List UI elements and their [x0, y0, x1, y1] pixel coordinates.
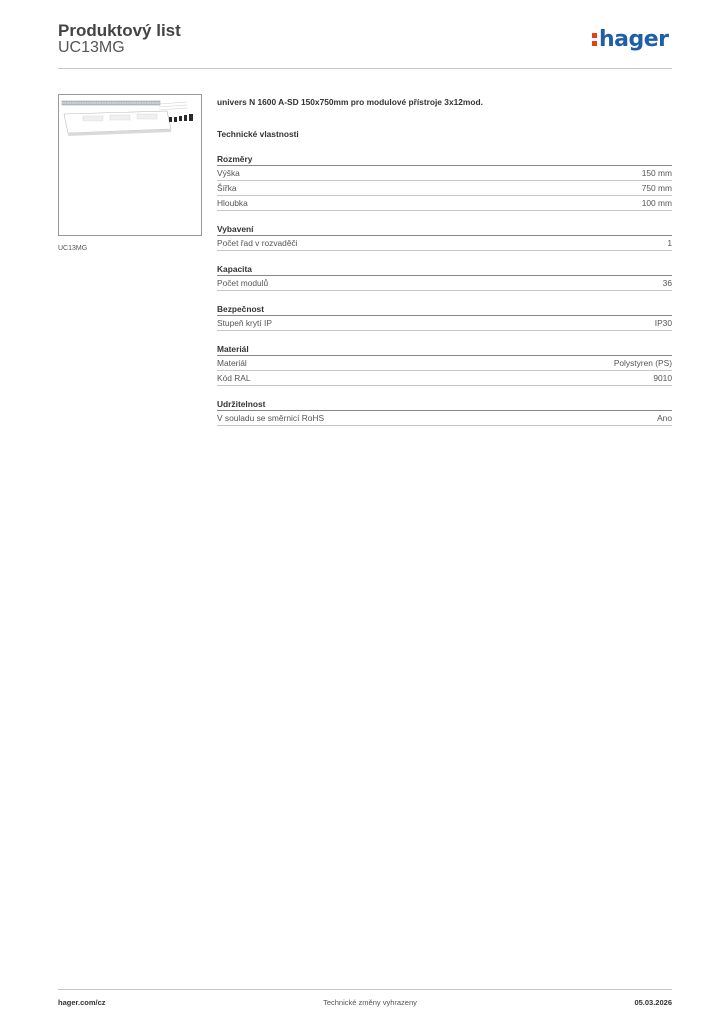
spec-section-title: Materiál — [217, 343, 672, 356]
spec-section — [217, 263, 672, 291]
spec-sections — [217, 153, 672, 426]
spec-section-title: Bezpečnost — [217, 303, 672, 316]
spec-section-title: Kapacita — [217, 263, 672, 276]
footer-date: 05.03.2026 — [634, 998, 672, 1007]
brand-logo — [592, 27, 669, 52]
spec-section — [217, 398, 672, 426]
spec-section-title: Rozměry — [217, 153, 672, 166]
product-image-frame — [58, 94, 202, 236]
brand-name: hager — [599, 27, 669, 52]
spec-value: Polystyren (PS) — [613, 358, 672, 368]
spec-value: 100 mm — [641, 198, 672, 208]
spec-label: Počet řad v rozvaděči — [217, 238, 298, 248]
spec-section — [217, 223, 672, 251]
spec-value: 150 mm — [641, 168, 672, 178]
footer-divider — [58, 989, 672, 990]
spec-value: 750 mm — [641, 183, 672, 193]
spec-label: Hloubka — [217, 198, 248, 208]
spec-label: Výška — [217, 168, 240, 178]
spec-section — [217, 303, 672, 331]
spec-label: Šířka — [217, 183, 237, 193]
product-description: univers N 1600 A-SD 150x750mm pro modulové přístroje 3x12mod. — [217, 97, 483, 107]
spec-label: Materiál — [217, 358, 247, 368]
spec-section — [217, 343, 672, 386]
spec-label: Počet modulů — [217, 278, 269, 288]
spec-value: 1 — [667, 238, 672, 248]
spec-section-title: Vybavení — [217, 223, 672, 236]
spec-row — [217, 411, 672, 426]
technical-heading: Technické vlastnosti — [217, 129, 299, 139]
spec-row — [217, 181, 672, 196]
logo-mark-icon — [592, 31, 598, 47]
spec-row — [217, 276, 672, 291]
spec-row — [217, 196, 672, 211]
spec-row — [217, 356, 672, 371]
image-caption: UC13MG — [58, 245, 88, 252]
spec-section-title: Udržitelnost — [217, 398, 672, 411]
spec-row — [217, 371, 672, 386]
spec-value: 36 — [662, 278, 672, 288]
spec-label: Kód RAL — [217, 373, 251, 383]
spec-row — [217, 316, 672, 331]
spec-section — [217, 153, 672, 211]
spec-value: 9010 — [653, 373, 672, 383]
page-title: Produktový list — [58, 21, 181, 40]
spec-label: V souladu se směrnicí RoHS — [217, 413, 325, 423]
header-divider — [58, 68, 672, 69]
spec-value: Ano — [657, 413, 672, 423]
spec-label: Stupeň krytí IP — [217, 318, 272, 328]
spec-row — [217, 166, 672, 181]
product-details — [217, 97, 672, 426]
footer-note: Technické změny vyhrazeny — [323, 998, 417, 1007]
spec-value: IP30 — [654, 318, 672, 328]
product-code: UC13MG — [58, 39, 125, 56]
footer-website-link[interactable]: hager.com/cz — [58, 998, 106, 1007]
spec-row — [217, 236, 672, 251]
product-image — [59, 95, 201, 235]
